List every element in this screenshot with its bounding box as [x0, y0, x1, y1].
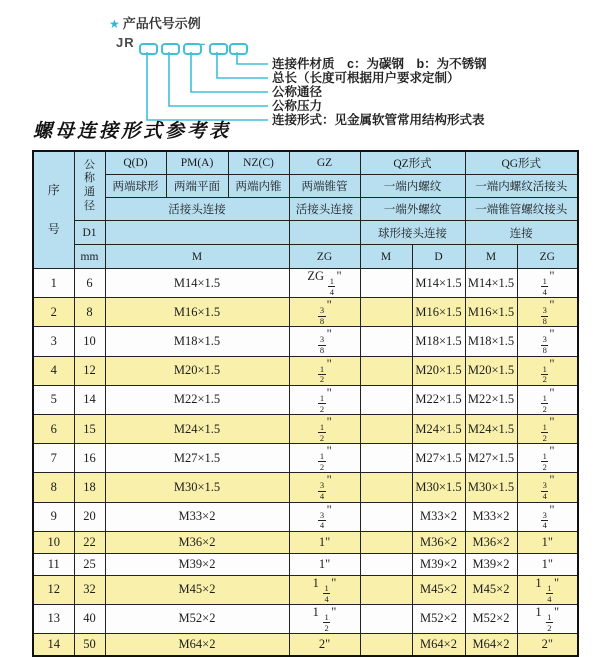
cell-qg-m: M36×2	[465, 531, 517, 553]
th-d1: D1	[74, 221, 105, 245]
th-qg-row4: 连接	[465, 221, 578, 245]
cell-qg-zg: 1 $\frac{1}{4}$ "	[517, 575, 578, 604]
th-code-qz: QZ形式	[360, 151, 465, 175]
th-diameter: 公 称 通 径	[74, 151, 105, 221]
cell-zg: 1 $\frac{1}{4}$ "	[289, 575, 360, 604]
cell-qg-zg: $\frac{1}{2}$ "	[517, 414, 578, 443]
cell-qg-zg: $\frac{3}{8}$ "	[517, 327, 578, 356]
cell-qg-m: M52×2	[465, 604, 517, 633]
cell-m: M16×1.5	[105, 298, 289, 327]
cell-m: M20×1.5	[105, 356, 289, 385]
cell-qg-m: M20×1.5	[465, 356, 517, 385]
th-qz-d: D	[412, 245, 465, 269]
star-icon: ★	[109, 17, 120, 31]
cell-qg-m: M16×1.5	[465, 298, 517, 327]
leader-line-diameter	[191, 52, 268, 92]
cell-qz-d: M14×1.5	[412, 269, 465, 298]
cell-qz-m	[360, 327, 412, 356]
th-qz-m: M	[360, 245, 412, 269]
cell-no: 13	[33, 604, 74, 633]
cell-zg: $\frac{1}{2}$ "	[289, 385, 360, 414]
table-row	[33, 502, 578, 531]
cell-zg: 1 $\frac{1}{2}$ "	[289, 604, 360, 633]
code-box-5	[229, 43, 248, 55]
th-zg: ZG	[289, 245, 360, 269]
cell-qz-m	[360, 444, 412, 473]
cell-qz-m	[360, 575, 412, 604]
th-blank-gz	[289, 221, 360, 245]
cell-m: M24×1.5	[105, 414, 289, 443]
cell-mm: 50	[74, 634, 105, 657]
cell-zg: $\frac{3}{8}$ "	[289, 298, 360, 327]
cell-m: M64×2	[105, 634, 289, 657]
cell-qg-m: M22×1.5	[465, 385, 517, 414]
cell-qg-m: M27×1.5	[465, 444, 517, 473]
cell-qz-d: M33×2	[412, 502, 465, 531]
cell-no: 4	[33, 356, 74, 385]
cell-no: 1	[33, 269, 74, 298]
cell-zg: ZG $\frac{1}{4}$ "	[289, 269, 360, 298]
cell-qg-m: M33×2	[465, 502, 517, 531]
cell-qg-zg: 1 $\frac{1}{2}$ "	[517, 604, 578, 633]
cell-m: M30×1.5	[105, 473, 289, 502]
cell-zg: 1"	[289, 553, 360, 575]
cell-qz-d: M39×2	[412, 553, 465, 575]
cell-mm: 20	[74, 502, 105, 531]
leader-line-connection	[147, 52, 268, 120]
cell-qz-m	[360, 634, 412, 657]
cell-m: M27×1.5	[105, 444, 289, 473]
th-code-qg: QG形式	[465, 151, 578, 175]
cell-qg-m: M30×1.5	[465, 473, 517, 502]
cell-m: M33×2	[105, 502, 289, 531]
cell-qz-d: M64×2	[412, 634, 465, 657]
cell-no: 9	[33, 502, 74, 531]
th-ends-pma: 两端平面	[166, 175, 228, 198]
cell-qg-m: M45×2	[465, 575, 517, 604]
cell-no: 6	[33, 414, 74, 443]
table-row	[33, 473, 578, 502]
cell-no: 5	[33, 385, 74, 414]
cell-mm: 15	[74, 414, 105, 443]
cell-qz-m	[360, 604, 412, 633]
th-m: M	[105, 245, 289, 269]
cell-m: M18×1.5	[105, 327, 289, 356]
cell-qg-zg: 1"	[517, 531, 578, 553]
cell-mm: 18	[74, 473, 105, 502]
cell-zg: $\frac{1}{2}$ "	[289, 444, 360, 473]
cell-qg-m: M18×1.5	[465, 327, 517, 356]
leader-line-length	[217, 52, 268, 78]
cell-no: 3	[33, 327, 74, 356]
cell-qz-d: M36×2	[412, 531, 465, 553]
table-row	[33, 269, 578, 298]
cell-zg: $\frac{3}{8}$ "	[289, 327, 360, 356]
th-ends-gz: 两端锥管	[289, 175, 360, 198]
cell-qz-m	[360, 473, 412, 502]
cell-qg-zg: $\frac{3}{4}$ "	[517, 502, 578, 531]
table-row	[33, 444, 578, 473]
diagram-label-length: 总长（长度可根据用户要求定制）	[272, 71, 460, 85]
table-row	[33, 356, 578, 385]
code-box-4	[209, 43, 228, 55]
cell-qz-m	[360, 298, 412, 327]
th-ends-nzc: 两端内锥	[228, 175, 289, 198]
cell-mm: 14	[74, 385, 105, 414]
cell-no: 7	[33, 444, 74, 473]
diagram-label-connection: 连接形式：见金属软管常用结构形式表	[272, 113, 485, 127]
code-dash: –	[198, 36, 206, 51]
cell-qz-d: M18×1.5	[412, 327, 465, 356]
cell-qg-zg: $\frac{1}{2}$ "	[517, 356, 578, 385]
cell-mm: 8	[74, 298, 105, 327]
diagram-label-pressure: 公称压力	[272, 99, 323, 113]
cell-qz-m	[360, 502, 412, 531]
cell-qg-zg: 2"	[517, 634, 578, 657]
th-code-pma: PM(A)	[166, 151, 228, 175]
cell-no: 14	[33, 634, 74, 657]
table-row	[33, 385, 578, 414]
table-row	[33, 575, 578, 604]
table-row	[33, 634, 578, 657]
cell-qz-m	[360, 269, 412, 298]
cell-qg-zg: $\frac{3}{4}$ "	[517, 473, 578, 502]
th-qg-m: M	[465, 245, 517, 269]
cell-qz-d: M27×1.5	[412, 444, 465, 473]
table-row	[33, 298, 578, 327]
cell-no: 12	[33, 575, 74, 604]
cell-qz-d: M30×1.5	[412, 473, 465, 502]
code-box-1	[139, 43, 158, 55]
diagram-heading-text: 产品代号示例	[122, 16, 201, 31]
th-qg-row3: 一端锥管螺纹接头	[465, 198, 578, 221]
cell-mm: 12	[74, 356, 105, 385]
cell-qz-d: M45×2	[412, 575, 465, 604]
cell-qz-m	[360, 553, 412, 575]
cell-no: 11	[33, 553, 74, 575]
th-code-gz: GZ	[289, 151, 360, 175]
cell-qg-m: M24×1.5	[465, 414, 517, 443]
diagram-label-material: 连接件材质 c：为碳钢 b：为不锈钢	[272, 57, 487, 71]
cell-qz-d: M16×1.5	[412, 298, 465, 327]
page-title: 螺母连接形式参考表	[33, 121, 232, 142]
th-mm: mm	[74, 245, 105, 269]
cell-zg: $\frac{1}{2}$ "	[289, 356, 360, 385]
table-row	[33, 553, 578, 575]
cell-qg-zg: $\frac{1}{2}$ "	[517, 444, 578, 473]
th-qz-row2: 一端内螺纹	[360, 175, 465, 198]
cell-qz-d: M22×1.5	[412, 385, 465, 414]
cell-qz-d: M52×2	[412, 604, 465, 633]
th-code-nzc: NZ(C)	[228, 151, 289, 175]
cell-mm: 22	[74, 531, 105, 553]
th-gz-conn: 活接头连接	[289, 198, 360, 221]
cell-zg: $\frac{1}{2}$ "	[289, 414, 360, 443]
th-qz-row4: 球形接头连接	[360, 221, 465, 245]
cell-zg: $\frac{3}{4}$ "	[289, 502, 360, 531]
cell-zg: 1"	[289, 531, 360, 553]
table-row	[33, 604, 578, 633]
cell-no: 8	[33, 473, 74, 502]
cell-no: 10	[33, 531, 74, 553]
cell-mm: 10	[74, 327, 105, 356]
cell-mm: 40	[74, 604, 105, 633]
th-qg-zg: ZG	[517, 245, 578, 269]
th-union-conn: 活接头连接	[105, 198, 289, 221]
cell-mm: 16	[74, 444, 105, 473]
th-serial: 序 号	[33, 151, 74, 269]
cell-qz-d: M24×1.5	[412, 414, 465, 443]
diagram-label-diameter: 公称通径	[272, 85, 323, 99]
cell-m: M22×1.5	[105, 385, 289, 414]
cell-zg: $\frac{3}{4}$ "	[289, 473, 360, 502]
cell-qg-zg: $\frac{1}{2}$ "	[517, 385, 578, 414]
th-qz-row3: 一端外螺纹	[360, 198, 465, 221]
cell-zg: 2"	[289, 634, 360, 657]
table-row	[33, 327, 578, 356]
cell-mm: 25	[74, 553, 105, 575]
cell-m: M52×2	[105, 604, 289, 633]
table-header	[33, 151, 578, 269]
cell-mm: 32	[74, 575, 105, 604]
cell-qg-zg: 1"	[517, 553, 578, 575]
th-code-qd: Q(D)	[105, 151, 166, 175]
cell-m: M36×2	[105, 531, 289, 553]
table-body	[33, 269, 578, 657]
th-ends-qd: 两端球形	[105, 175, 166, 198]
code-prefix: JR	[116, 35, 135, 50]
cell-qz-d: M20×1.5	[412, 356, 465, 385]
leader-line-pressure	[169, 52, 268, 106]
cell-m: M45×2	[105, 575, 289, 604]
th-qg-row2: 一端内螺纹活接头	[465, 175, 578, 198]
cell-qz-m	[360, 385, 412, 414]
cell-qz-m	[360, 414, 412, 443]
cell-m: M14×1.5	[105, 269, 289, 298]
cell-no: 2	[33, 298, 74, 327]
th-blank-m	[105, 221, 289, 245]
cell-qg-zg: $\frac{1}{4}$ "	[517, 269, 578, 298]
cell-qz-m	[360, 356, 412, 385]
cell-qg-m: M14×1.5	[465, 269, 517, 298]
table-row	[33, 414, 578, 443]
nut-connection-table	[32, 150, 579, 657]
cell-m: M39×2	[105, 553, 289, 575]
diagram-heading	[109, 13, 201, 32]
cell-mm: 6	[74, 269, 105, 298]
table-row	[33, 531, 578, 553]
cell-qz-m	[360, 531, 412, 553]
cell-qg-m: M64×2	[465, 634, 517, 657]
code-box-2	[161, 43, 180, 55]
cell-qg-m: M39×2	[465, 553, 517, 575]
cell-qg-zg: $\frac{3}{8}$ "	[517, 298, 578, 327]
